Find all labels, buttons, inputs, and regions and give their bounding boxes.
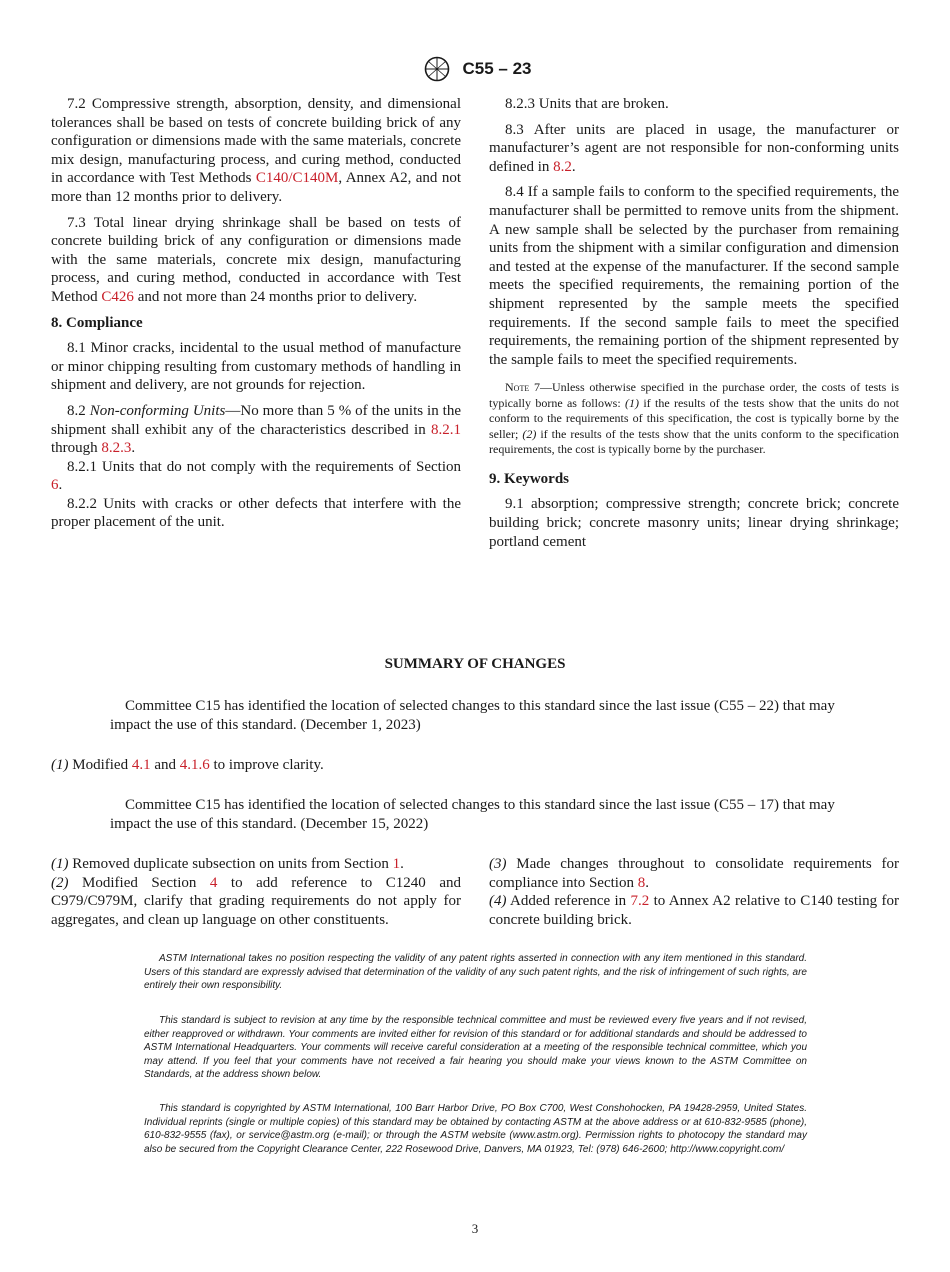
summary-changes-right xyxy=(489,855,899,929)
section-heading-compliance: 8. Compliance xyxy=(51,314,143,331)
ref-link-section-8[interactable]: 8 xyxy=(637,874,646,891)
revision-notice: This standard is subject to revision at any time by the responsible technical committee and must be reviewed every five years and if not revised, either reapproved or withdrawn. Your comments are invited either for revision of this standard or for additional standards and should be addressed to ASTM International Headquarters. Your comments will receive careful consideration at a meeting of the responsible technical committee, which you may attend. If you feel that your comments have not received a fair hearing you should make your views known to the ASTM Committee on Standards, at the address shown below. xyxy=(144,1015,807,1080)
paragraph-8-3: 8.3 After units are placed in usage, the manufacturer or manufacturer’s agent are not responsible for non-conforming units defined in 8.2. xyxy=(489,121,899,175)
paragraph-8-2-2: 8.2.2 Units with cracks or other defects that interfere with the proper placement of the unit. xyxy=(51,495,462,531)
summary-intro-2022: Committee C15 has identified the location of selected changes to this standard since the last issue (C55 – 17) that may impact the use of this standard. (December 15, 2022) xyxy=(110,797,835,832)
paragraph-9-1: 9.1 absorption; compressive strength; concrete brick; concrete building brick; concrete masonry units; linear drying shrinkage; portland cement xyxy=(489,496,900,550)
ref-link-8-2-1[interactable]: 8.2.1 xyxy=(431,421,461,438)
ref-link-section-1[interactable]: 1 xyxy=(392,856,401,872)
summary-change-3: (3) Made changes throughout to consolidate requirements for compliance into Section 8. xyxy=(489,856,899,891)
astm-logo-icon xyxy=(419,56,455,82)
ref-link-8-2-3[interactable]: 8.2.3 xyxy=(101,440,132,457)
page-header xyxy=(0,56,950,82)
paragraph-8-1: 8.1 Minor cracks, incidental to the usual method of manufacture or minor chipping resulting from customary methods of handling in shipment and delivery, are not grounds for rejection. xyxy=(51,340,461,394)
paragraph-8-4: 8.4 If a sample fails to conform to the specified requirements, the manufacturer shall be permitted to remove units from the shipment. A new sample shall be selected by the purchaser from remaining units from the shipment with a similar configuration and dimension and tested at the expense of the manufacturer. If the second sample meets the specified requirements, the remaining portion of the shipment represented by the sample meets the specified requirements. If the second sample fails to meet the specified requirements, the remaining portion of the shipment represented by the sample fails to meet the specified requirements. xyxy=(489,184,899,368)
summary-item-2023-1: (1) Modified 4.1 and 4.1.6 to improve clarity. xyxy=(51,757,324,773)
paragraph-8-2-3: 8.2.3 Units that are broken. xyxy=(505,96,669,112)
paragraph-8-2: 8.2 Non-conforming Units—No more than 5 % of the units in the shipment shall exhibit any of the characteristics described in 8.2.1 through 8.2.3. xyxy=(51,402,461,457)
summary-intro-2023: Committee C15 has identified the location of selected changes to this standard since the last issue (C55 – 22) that may impact the use of this standard. (December 1, 2023) xyxy=(110,698,835,733)
summary-of-changes-title: SUMMARY OF CHANGES xyxy=(384,656,566,672)
paragraph-7-2: 7.2 Compressive strength, absorption, density, and dimensional tolerances shall be based on tests of concrete building brick of any configuration or dimensions made with the same materials, concrete mix design, manufacturing process, and curing method, conducted in accordance with Test Methods C140/C140M, Annex A2, and not more than 12 months prior to delivery. xyxy=(51,96,462,205)
copyright-notice: This standard is copyrighted by ASTM International, 100 Barr Harbor Drive, PO Box C700, West Conshohocken, PA 19428-2959, United States. Individual reprints (single or multiple copies) of this standard may be obtained by contacting ASTM at the above address or at 610-832-9585 (phone), 610-832-9555 (fax), or service@astm.org (e-mail); or through the ASTM website (www.astm.org). Permission rights to photocopy the standard may also be secured from the Copyright Clearance Center, 222 Rosewood Drive, Danvers, MA 01923, Tel: (978) 646-2600; http://www.copyright.com/ xyxy=(144,1103,807,1155)
left-column xyxy=(51,95,461,532)
ref-link-7-2[interactable]: 7.2 xyxy=(630,893,650,910)
summary-change-4: (4) Added reference in 7.2 to Annex A2 relative to C140 testing for concrete building brick. xyxy=(489,893,899,928)
ref-link-4-1[interactable]: 4.1 xyxy=(131,757,151,773)
summary-change-2: (2) Modified Section 4 to add reference to C1240 and C979/C979M, clarify that grading requirements do not apply for aggregates, and clean up language on other constituents. xyxy=(51,874,461,928)
page-number: 3 xyxy=(471,1221,479,1236)
summary-changes-left xyxy=(51,855,461,929)
ref-link-4-1-6[interactable]: 4.1.6 xyxy=(179,757,210,773)
section-heading-keywords: 9. Keywords xyxy=(489,470,569,487)
right-column xyxy=(489,95,899,551)
paragraph-7-3: 7.3 Total linear drying shrinkage shall be based on tests of concrete building brick of any configuration or dimensions made with the same materials, concrete mix design, manufacturing process, and curing method, conducted in accordance with Test Method C426 and not more than 24 months prior to delivery. xyxy=(51,214,461,305)
ref-link-section-6[interactable]: 6 xyxy=(51,477,59,494)
ref-link-c140[interactable]: C140/C140M xyxy=(255,170,339,187)
summary-change-1: (1) Removed duplicate subsection on units from Section 1. xyxy=(51,856,404,872)
ref-link-c426[interactable]: C426 xyxy=(101,288,134,305)
ref-link-section-4[interactable]: 4 xyxy=(209,874,218,891)
note-7: Note 7—Unless otherwise specified in the purchase order, the costs of tests is typically borne as follows: (1) if the results of the tests show that the units do not conform to the requirements of this specification, the cost is typically borne by the seller; (2) if the results of the tests show that the units conform to the specification requirements, the cost is typically borne by the purchaser. xyxy=(489,380,900,457)
ref-link-8-2[interactable]: 8.2 xyxy=(553,158,572,175)
document-id: C55 – 23 xyxy=(462,59,532,78)
patent-notice: ASTM International takes no position respecting the validity of any patent rights asserted in connection with any item mentioned in this standard. Users of this standard are expressly advised that determination of the validity of any such patent rights, and the risk of infringement of such rights, are entirely their own responsibility. xyxy=(144,953,807,991)
paragraph-8-2-1: 8.2.1 Units that do not comply with the requirements of Section 6. xyxy=(51,458,461,494)
